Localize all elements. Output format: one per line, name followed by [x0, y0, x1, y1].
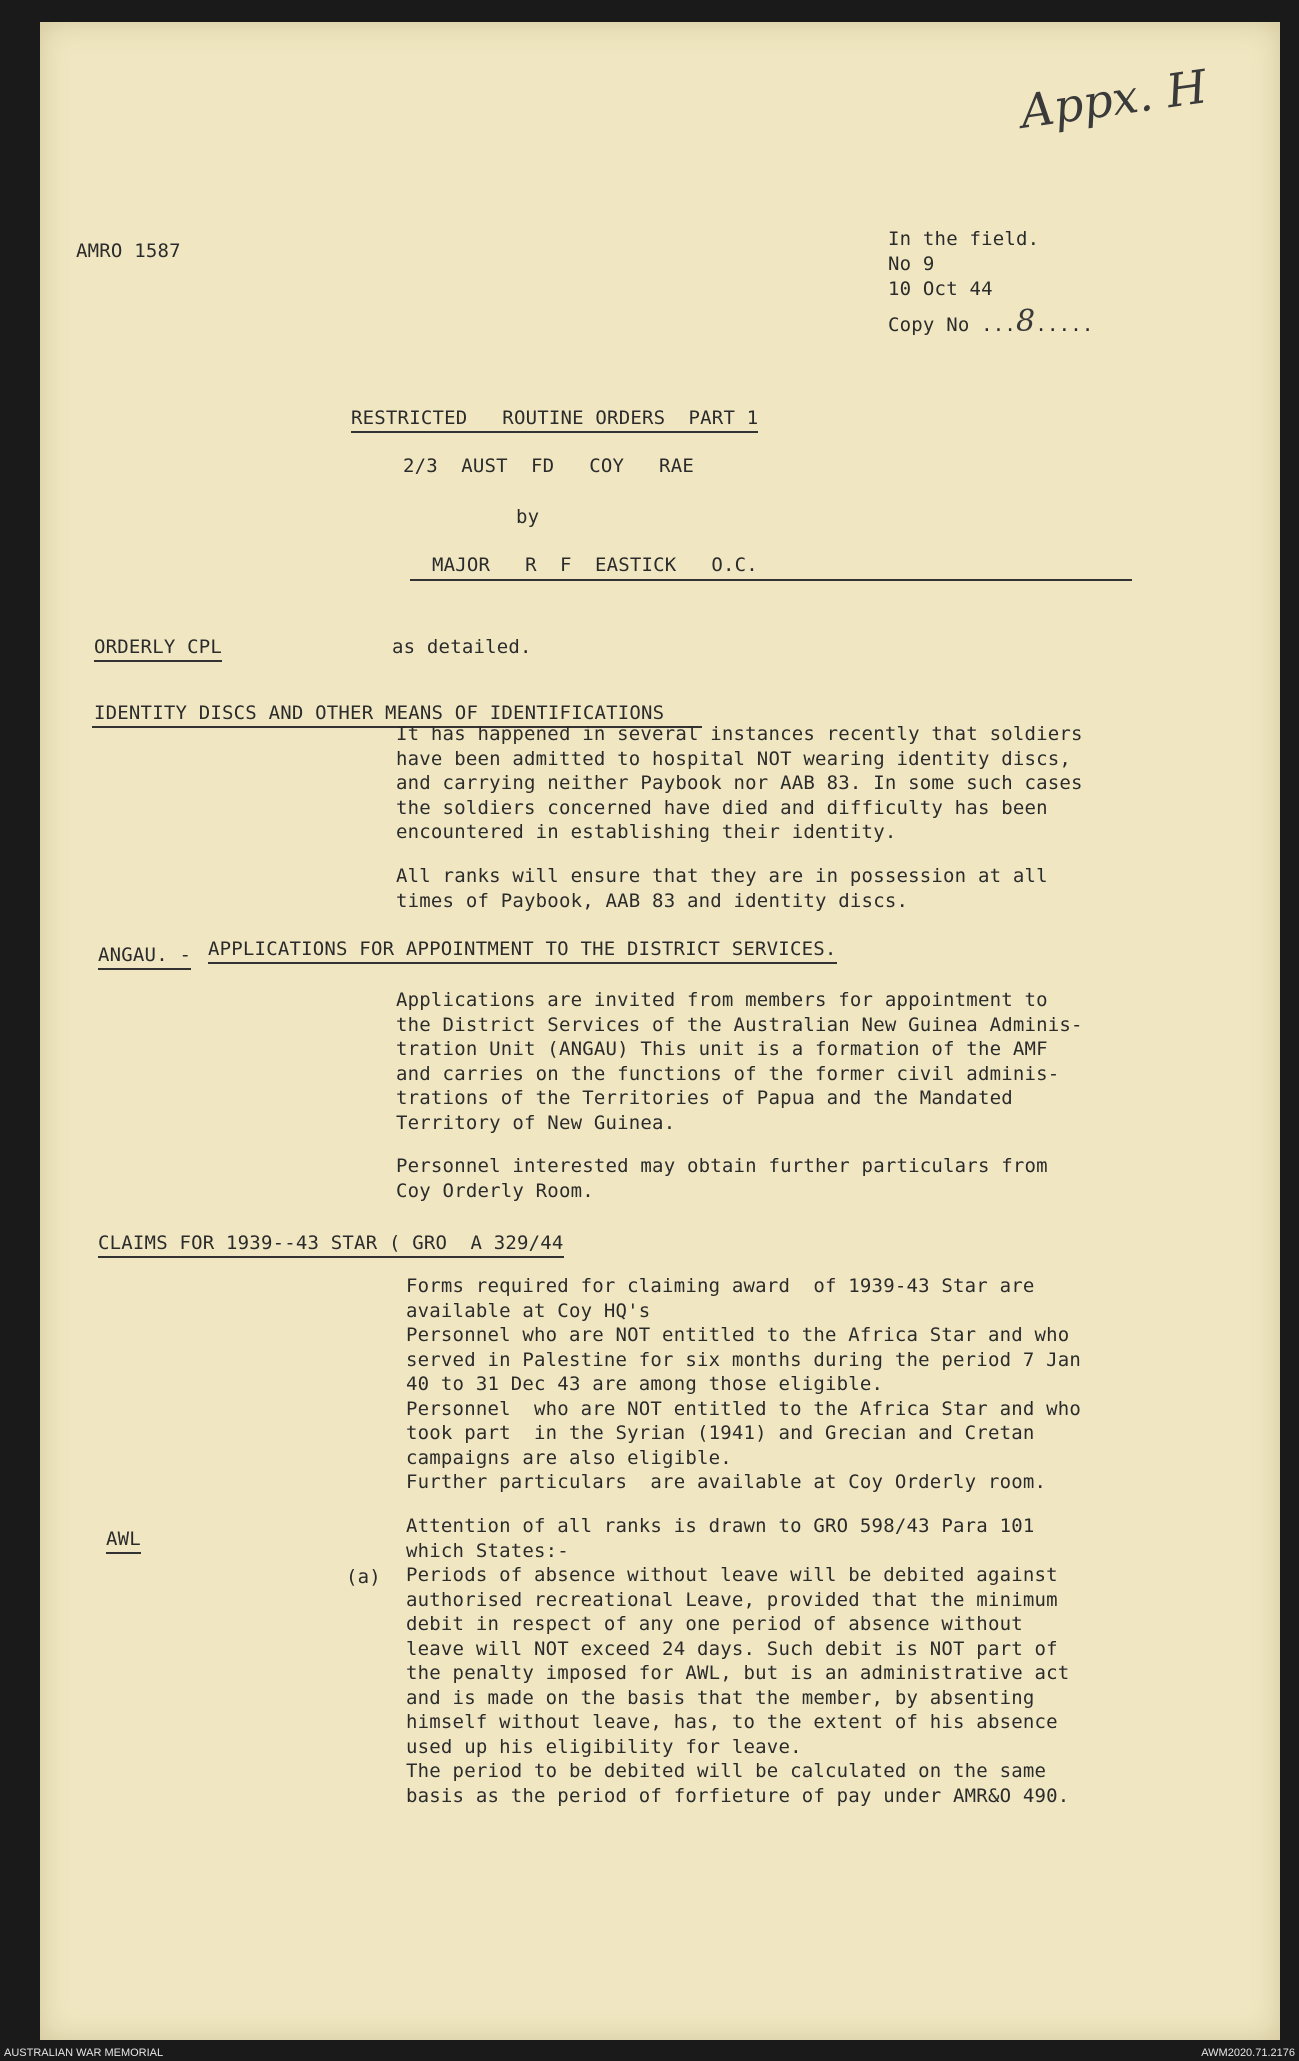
title-by: by [516, 506, 540, 528]
copy-number: 8 [1016, 304, 1036, 339]
orderly-label: ORDERLY CPL [94, 636, 222, 662]
header-place: In the field. [888, 228, 1040, 250]
identity-paragraph-1: It has happened in several instances recently that soldiers have been admitted to hospital NOT wearing identity discs, and carrying neither Paybook nor AAB 83. In some such cases the soldiers concerned have died and difficulty has been encountered in establishing their identity. [396, 723, 1083, 843]
document-reference: AMRO 1587 [76, 240, 181, 262]
footer-right: AWM2020.71.2176 [1201, 2047, 1295, 2059]
orderly-value: as detailed. [392, 636, 532, 658]
footer-left: AUSTRALIAN WAR MEMORIAL [4, 2047, 164, 2059]
awl-item-text: Periods of absence without leave will be debited against authorised recreational Leave, provided that the minimum debit in respect of any one period of absence without leave will NOT exceed 24 days. Such debit is NOT part of the penalty imposed for AWL, but is an administrative act and is made on the basis that the member, by absenting himself without leave, has, to the extent of his absence used up his eligibility for leave. The period to be debited will be calculated on the same basis as the period of forfieture of pay under AMR&O 490. [406, 1564, 1070, 1807]
copy-label: Copy No ... [888, 314, 1017, 336]
awl-intro: Attention of all ranks is drawn to GRO 598/43 Para 101 which States:- [406, 1515, 1035, 1562]
header-number: No 9 [888, 253, 935, 275]
copy-tail: ..... [1035, 314, 1094, 336]
identity-paragraph-2: All ranks will ensure that they are in possession at all times of Paybook, AAB 83 and identity discs. [396, 865, 1048, 912]
awl-item-marker: (a) [346, 1566, 381, 1588]
identity-heading: IDENTITY DISCS AND OTHER MEANS OF IDENTIFICATIONS [94, 702, 665, 724]
commander-name: MAJOR R F EASTICK O.C. [432, 554, 758, 576]
title-rule [410, 579, 1132, 581]
awl-label: AWL [106, 1528, 141, 1554]
claims-heading: CLAIMS FOR 1939--43 STAR ( GRO A 329/44 [98, 1232, 564, 1258]
document-page [40, 22, 1280, 2040]
angau-label: ANGAU. - [98, 944, 191, 970]
header-copy [888, 304, 1094, 339]
angau-heading: APPLICATIONS FOR APPOINTMENT TO THE DISTRICT SERVICES. [208, 938, 837, 964]
angau-paragraph-1: Applications are invited from members for appointment to the District Services of the Australian New Guinea Adminis- tration Unit (ANGAU) This unit is a formation of the AMF and carries on the functions of the former civil adminis- trations of the Territories of Papua and the Mandated Territory of New Guinea. [396, 989, 1083, 1134]
unit-name: 2/3 AUST FD COY RAE [403, 455, 694, 477]
handwritten-annotation: Appx. H [1017, 59, 1211, 139]
angau-paragraph-2: Personnel interested may obtain further particulars from Coy Orderly Room. [396, 1155, 1048, 1202]
document-title: RESTRICTED ROUTINE ORDERS PART 1 [351, 407, 758, 433]
header-date: 10 Oct 44 [888, 278, 993, 300]
claims-paragraph: Forms required for claiming award of 1939-43 Star are available at Coy HQ's Personnel who are NOT entitled to the Africa Star and who served in Palestine for six months during the period 7 Jan 40 to 31 Dec 43 are among those eligible. Personnel who are NOT entitled to the Africa Star and who took part in the Syrian (1941) and Grecian and Cretan campaigns are also eligible. Further particulars are available at Coy Orderly room. [406, 1275, 1082, 1493]
